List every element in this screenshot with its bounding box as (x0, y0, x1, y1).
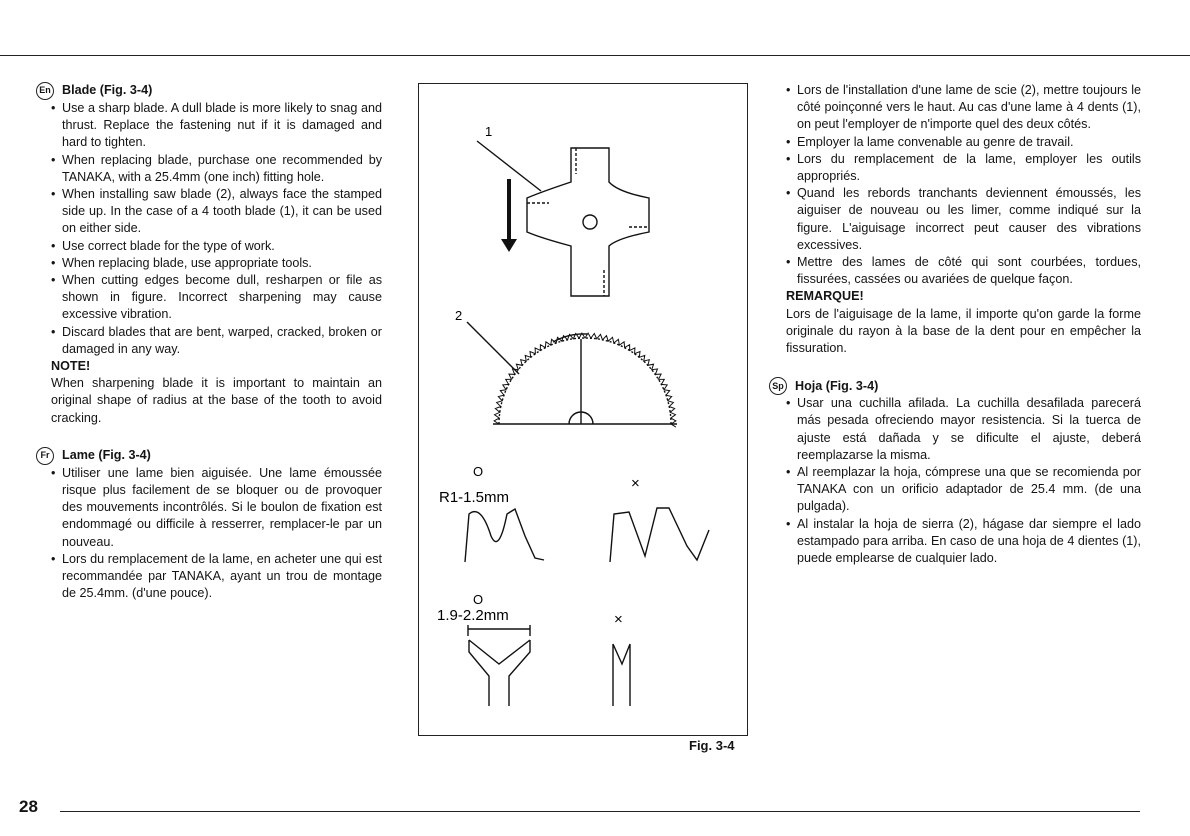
good-mark: O (473, 464, 484, 479)
bad-tooth-section (613, 644, 630, 706)
french-bullet: • Quand les rebords tranchants deviennent émoussés, les aiguiser de nouveau ou les limer, comme indiqué sur la figure. L'aiguisage incorrect peut causer des vibrations excessives. (797, 185, 1141, 254)
spanish-bullets (769, 395, 1141, 567)
french-bullet: • Employer la lame convenable au genre de travail. (797, 134, 1141, 151)
rotation-arrow-icon (501, 179, 517, 252)
figure-3-4 (418, 83, 748, 736)
french-note-label: REMARQUE! (786, 289, 864, 304)
figure-label-2: 2 (455, 308, 463, 323)
french-heading-row (36, 447, 382, 465)
french-bullet: • Mettre des lames de côté qui sont courbées, tordues, fissurées, cassées ou avariées de quelque façon. (797, 254, 1141, 288)
left-column (36, 82, 382, 602)
good-mark: O (473, 592, 484, 607)
french-note-text: Lors de l'aiguisage de la lame, il importe qu'on garde la forme originale du rayon à la base de la dent pour en empêcher la fissuration. (786, 306, 1141, 356)
french-heading: Lame (Fig. 3-4) (62, 448, 151, 463)
page-number: 28 (19, 797, 38, 816)
english-bullet: • When cutting edges become dull, resharpen or file as shown in figure. Incorrect sharpening may cause excessive vibration. (62, 272, 382, 324)
blade-center-hole (583, 215, 597, 229)
french-badge: Fr (36, 447, 54, 465)
spanish-bullet: • Al instalar la hoja de sierra (2), hágase dar siempre el lado estampado para arriba. En caso de una hoja de 4 dientes (1), puede emplearse de cualquier lado. (797, 516, 1141, 568)
spanish-bullet: • Usar una cuchilla afilada. La cuchilla desafilada parecerá más pesada ofreciendo mayor resistencia. Si la tuerca de ajuste está dañada y se dificulte el ajuste, deberá reemplazarse la misma. (797, 395, 1141, 464)
spanish-heading-row (769, 377, 1141, 395)
french-section (36, 447, 382, 603)
french-bullet: • Lors du remplacement de la lame, employer les outils appropriés. (797, 151, 1141, 185)
radius-label: R1-1.5mm (439, 489, 510, 506)
french-bullet: • Lors du remplacement de la lame, en acheter une qui est recommandée par TANAKA, ayant un trou de montage de 25.4mm. (d'une pouce). (62, 551, 382, 603)
french-continued (769, 82, 1141, 357)
good-tooth-profile (465, 509, 544, 562)
saw-blade-teeth (499, 338, 671, 424)
right-column (769, 82, 1141, 567)
french-bullets-right (769, 82, 1141, 288)
english-bullet: • When installing saw blade (2), always face the stamped side up. In the case of a 4 tooth blade (1), it can be used on either side. (62, 186, 382, 238)
spanish-badge: Sp (769, 377, 787, 395)
english-bullet: • Use correct blade for the type of work. (62, 238, 382, 255)
bottom-rule (60, 811, 1140, 812)
spanish-section (769, 377, 1141, 567)
figure-caption: Fig. 3-4 (689, 738, 735, 753)
english-bullets (36, 100, 382, 358)
english-heading-row (36, 82, 382, 100)
bad-mark: × (631, 475, 640, 492)
english-section (36, 82, 382, 427)
french-bullets-left (36, 465, 382, 603)
english-bullet: • Use a sharp blade. A dull blade is more likely to snag and thrust. Replace the fastening nut if it is damaged and hard to tighten. (62, 100, 382, 152)
bad-tooth-profile (610, 508, 709, 562)
english-note-text: When sharpening blade it is important to maintain an original shape of radius at the base of the tooth to avoid cracking. (51, 376, 382, 425)
english-badge: En (36, 82, 54, 100)
english-bullet: • Discard blades that are bent, warped, cracked, broken or damaged in any way. (62, 324, 382, 358)
english-bullet: • When replacing blade, use appropriate tools. (62, 255, 382, 272)
four-tooth-blade (527, 148, 649, 296)
english-bullet: • When replacing blade, purchase one recommended by TANAKA, with a 25.4mm (one inch) fitting hole. (62, 152, 382, 186)
figure-label-1: 1 (485, 124, 493, 139)
french-bullet: • Lors de l'installation d'une lame de scie (2), mettre toujours le côté poinçonné vers le haut. Au cas d'une lame à 4 dents (1), on peut l'employer de n'importe quel des deux côtés. (797, 82, 1141, 134)
leader-line-2 (467, 322, 519, 374)
good-tooth-section (469, 640, 530, 706)
bad-mark: × (614, 611, 623, 628)
top-rule (0, 55, 1190, 56)
figure-drawing (419, 84, 746, 734)
english-note-label: NOTE! (51, 359, 91, 374)
french-bullet: • Utiliser une lame bien aiguisée. Une lame émoussée risque plus facilement de se bloquer ou de provoquer des mouvements incontrôlés. Si le boulon de fixation est endommagé ou difficile à resserrer, remplacer-le par un nouveau. (62, 465, 382, 551)
spanish-heading: Hoja (Fig. 3-4) (795, 378, 879, 393)
english-heading: Blade (Fig. 3-4) (62, 83, 153, 98)
width-label: 1.9-2.2mm (437, 607, 509, 624)
spanish-bullet: • Al reemplazar la hoja, cómprese una que se recomienda por TANAKA con un orificio adaptador de 25.4 mm. (de una pulgada). (797, 464, 1141, 516)
